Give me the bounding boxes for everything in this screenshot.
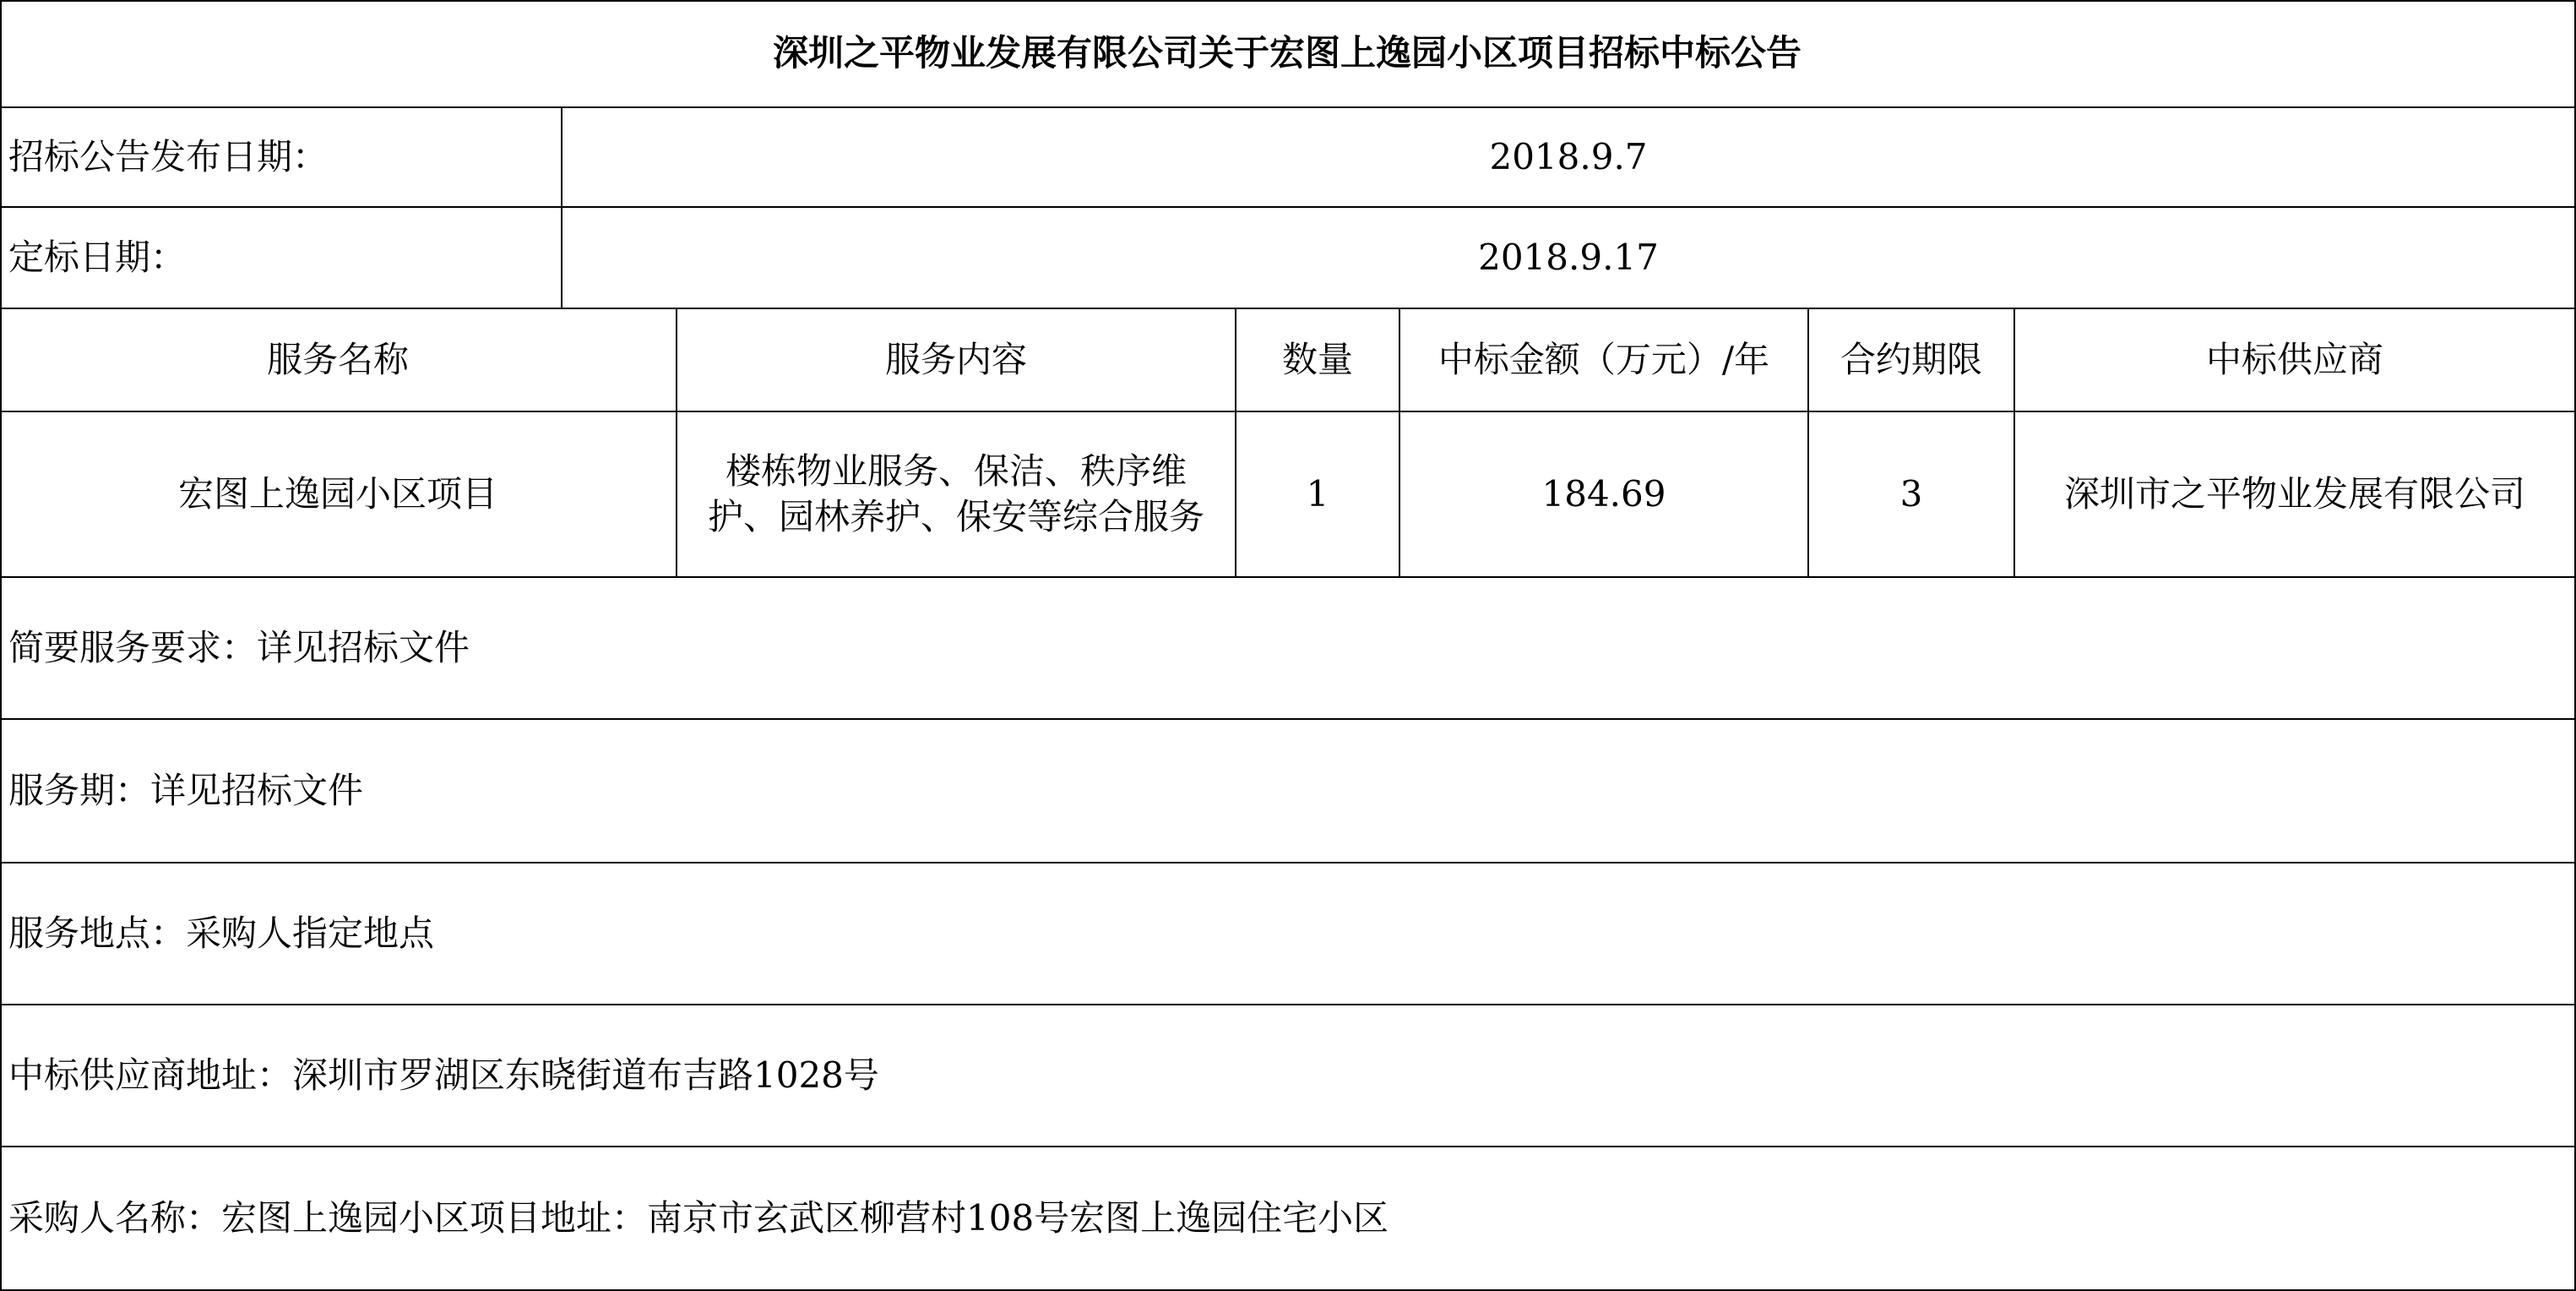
announce-date-label: 招标公告发布日期： xyxy=(0,108,562,208)
notice-title: 深圳之平物业发展有限公司关于宏图上逸园小区项目招标中标公告 xyxy=(0,0,2576,108)
note-service-period: 服务期：详见招标文件 xyxy=(0,720,2576,863)
note-service-location: 服务地点：采购人指定地点 xyxy=(0,863,2576,1005)
row-supplier: 深圳市之平物业发展有限公司 xyxy=(2015,412,2576,578)
note-purchaser: 采购人名称：宏图上逸园小区项目地址：南京市玄武区柳营村108号宏图上逸园住宅小区 xyxy=(0,1147,2576,1291)
header-service-content: 服务内容 xyxy=(677,309,1236,412)
row-amount: 184.69 xyxy=(1400,412,1809,578)
row-quantity: 1 xyxy=(1236,412,1400,578)
announce-date-value: 2018.9.7 xyxy=(562,108,2576,208)
header-term: 合约期限 xyxy=(1809,309,2015,412)
award-date-value: 2018.9.17 xyxy=(562,208,2576,309)
header-service-name: 服务名称 xyxy=(0,309,677,412)
row-service-content: 楼栋物业服务、保洁、秩序维护、园林养护、保安等综合服务 xyxy=(677,412,1236,578)
header-amount: 中标金额（万元）/年 xyxy=(1400,309,1809,412)
header-quantity: 数量 xyxy=(1236,309,1400,412)
award-date-label: 定标日期： xyxy=(0,208,562,309)
note-supplier-address: 中标供应商地址：深圳市罗湖区东晓街道布吉路1028号 xyxy=(0,1005,2576,1147)
row-service-name: 宏图上逸园小区项目 xyxy=(0,412,677,578)
note-requirements: 简要服务要求：详见招标文件 xyxy=(0,578,2576,720)
row-term: 3 xyxy=(1809,412,2015,578)
header-supplier: 中标供应商 xyxy=(2015,309,2576,412)
